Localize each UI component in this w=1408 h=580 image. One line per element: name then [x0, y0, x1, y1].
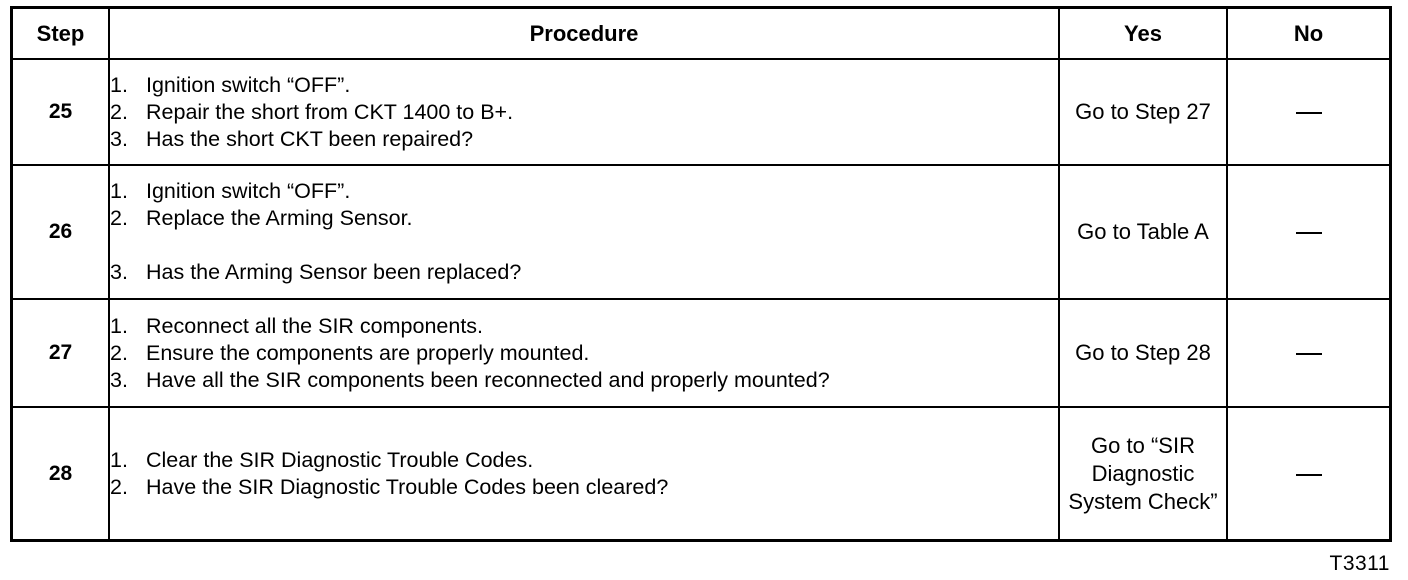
- item-text: Have all the SIR components been reconnected and properly mounted?: [146, 367, 830, 392]
- item-number: 2.: [110, 340, 128, 365]
- diagnostic-table: [13, 9, 1389, 539]
- procedure-item: [110, 313, 1058, 340]
- dash-icon: [1296, 474, 1322, 476]
- item-number: 3.: [110, 367, 128, 392]
- figure-id: T3311: [1329, 552, 1390, 575]
- header-no: No: [1227, 9, 1389, 59]
- item-number: 3.: [110, 126, 128, 151]
- procedure-list: [110, 178, 1058, 286]
- no-action: [1227, 299, 1389, 407]
- procedure-item: [110, 205, 1058, 232]
- item-number: 1.: [110, 313, 128, 338]
- dash-icon: [1296, 112, 1322, 114]
- header-step: Step: [13, 9, 109, 59]
- diagnostic-table-frame: [10, 6, 1392, 542]
- procedure-list: [110, 447, 1058, 501]
- procedure-item: [110, 178, 1058, 205]
- procedure-list: [110, 72, 1058, 153]
- table-row: [13, 59, 1389, 165]
- item-number: 1.: [110, 72, 128, 97]
- yes-action: Go to Step 27: [1059, 59, 1227, 165]
- step-number: 28: [13, 407, 109, 539]
- step-number: 25: [13, 59, 109, 165]
- yes-action: Go to Step 28: [1059, 299, 1227, 407]
- item-text: Replace the Arming Sensor.: [146, 206, 413, 230]
- procedure-cell: [109, 299, 1059, 407]
- step-number: 26: [13, 165, 109, 299]
- table-row: [13, 165, 1389, 299]
- procedure-cell: [109, 59, 1059, 165]
- item-text: Ignition switch “OFF”.: [146, 179, 351, 203]
- procedure-item: [110, 474, 1058, 501]
- no-action: [1227, 407, 1389, 539]
- item-text: Ignition switch “OFF”.: [146, 72, 351, 97]
- yes-action: Go to “SIR Diagnostic System Check”: [1059, 407, 1227, 539]
- procedure-cell: [109, 407, 1059, 539]
- procedure-item: [110, 259, 1058, 286]
- header-yes: Yes: [1059, 9, 1227, 59]
- item-text: Has the Arming Sensor been replaced?: [146, 260, 522, 284]
- item-number: 2.: [110, 206, 128, 230]
- procedure-list: [110, 313, 1058, 394]
- item-text: Have the SIR Diagnostic Trouble Codes been cleared?: [146, 474, 669, 499]
- item-text: Reconnect all the SIR components.: [146, 313, 484, 338]
- procedure-item: [110, 72, 1058, 99]
- item-number: 1.: [110, 179, 128, 203]
- no-action: [1227, 165, 1389, 299]
- step-number: 27: [13, 299, 109, 407]
- item-text: Ensure the components are properly mounted.: [146, 340, 590, 365]
- item-text: Clear the SIR Diagnostic Trouble Codes.: [146, 447, 534, 472]
- procedure-item: [110, 126, 1058, 153]
- item-number: 3.: [110, 260, 128, 284]
- dash-icon: [1296, 353, 1322, 355]
- item-number: 2.: [110, 99, 128, 124]
- procedure-item: [110, 340, 1058, 367]
- table-row: [13, 407, 1389, 539]
- procedure-item: [110, 99, 1058, 126]
- item-text: Has the short CKT been repaired?: [146, 126, 474, 151]
- header-procedure: Procedure: [109, 9, 1059, 59]
- procedure-item: [110, 367, 1058, 394]
- dash-icon: [1296, 232, 1322, 234]
- procedure-item: [110, 447, 1058, 474]
- table-row: [13, 299, 1389, 407]
- item-number: 1.: [110, 447, 128, 472]
- no-action: [1227, 59, 1389, 165]
- procedure-cell: [109, 165, 1059, 299]
- item-number: 2.: [110, 474, 128, 499]
- table-header-row: [13, 9, 1389, 59]
- item-text: Repair the short from CKT 1400 to B+.: [146, 99, 514, 124]
- yes-action: Go to Table A: [1059, 165, 1227, 299]
